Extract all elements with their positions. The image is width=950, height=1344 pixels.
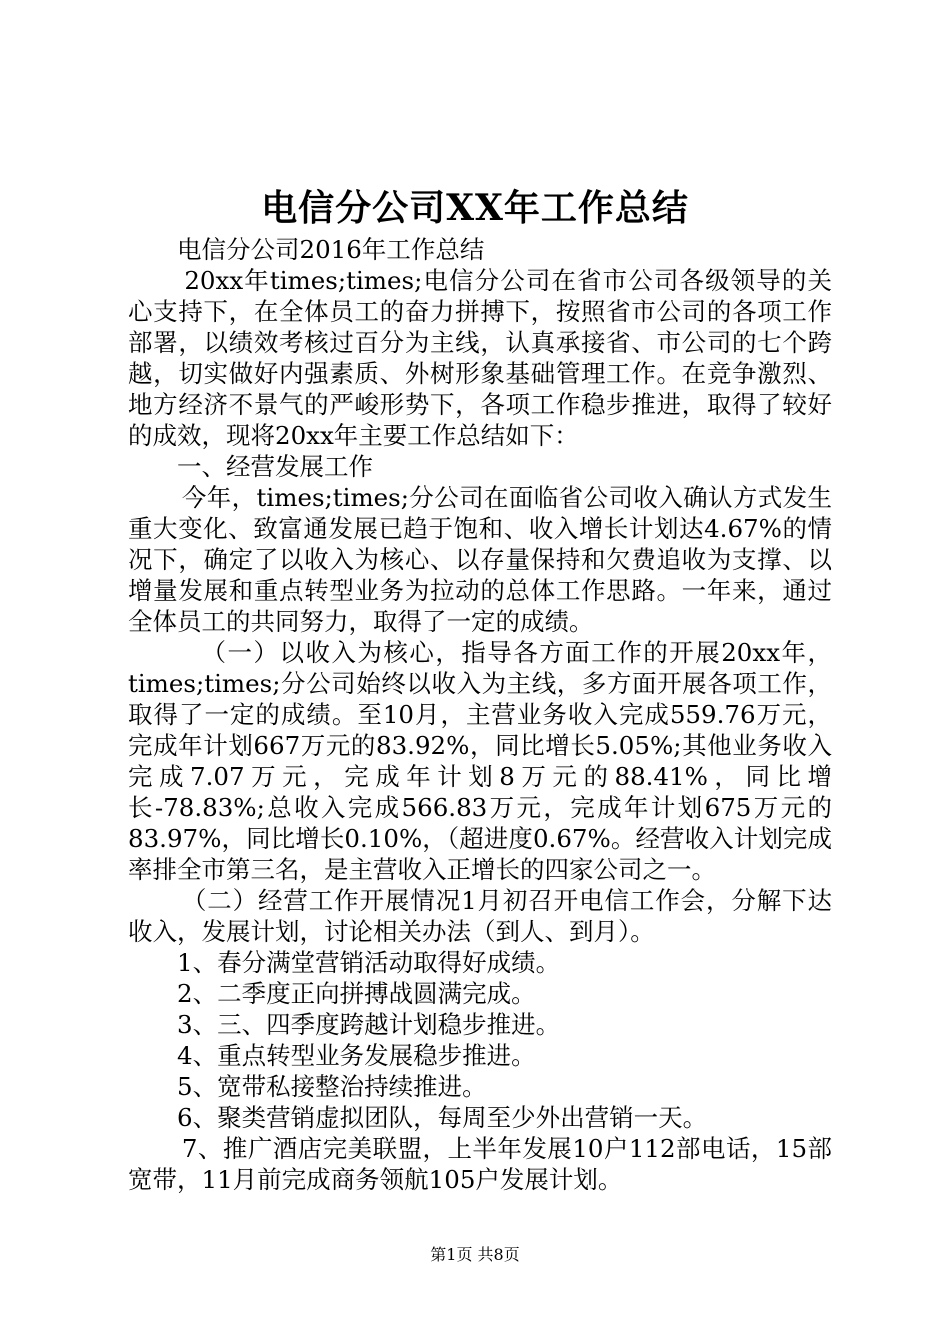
intro-paragraph: 20xx年times;times;电信分公司在省市公司各级领导的关心支持下，在全体员工的奋力拼搏下，按照省市公司的各项工作部署，以绩效考核过百分为主线，认真承接省、市公司的七个跨越，切实做好内强素质、外树形象基础管理工作。在竞争激烈、地方经济不景气的严峻形势下，各项工作稳步推进，取得了较好的成效，现将20xx年主要工作总结如下：	[128, 266, 832, 450]
body-paragraph: 今年，times;times;分公司在面临省公司收入确认方式发生重大变化、致富通发展已趋于饱和、收入增长计划达4.67%的情况下，确定了以收入为核心、以存量保持和欠费追收为支撑、以增量发展和重点转型业务为拉动的总体工作思路。一年来，通过全体员工的共同努力，取得了一定的成绩。	[128, 483, 832, 636]
document-title: 电信分公司XX年工作总结	[261, 187, 689, 229]
body-paragraph: （一）以收入为核心，指导各方面工作的开展20xx年，times;times;分公司始终以收入为主线，多方面开展各项工作，取得了一定的成绩。至10月，主营业务收入完成559.76万元，完成年计划667万元的83.92%，同比增长5.05%;其他业务收入完成7.07万元，完成年计划8万元的88.41%，同比增长-78.83%;总收入完成566.83万元，完成年计划675万元的83.97%，同比增长0.10%，（超进度0.67%。经营收入计划完成率排全市第三名，是主营收入正增长的四家公司之一。	[128, 638, 832, 884]
list-item: 3、三、四季度跨越计划稳步推进。	[177, 1010, 561, 1039]
list-item: 6、聚类营销虚拟团队，每周至少外出营销一天。	[177, 1103, 708, 1132]
list-item: 5、宽带私接整治持续推进。	[177, 1072, 487, 1101]
document-body	[128, 234, 832, 1195]
body-paragraph: （二）经营工作开展情况1月初召开电信工作会，分解下达收入，发展计划，讨论相关办法（到人、到月）。	[128, 886, 832, 946]
page-number-footer: 第1页 共8页	[430, 1245, 520, 1264]
list-item: 1、春分满堂营销活动取得好成绩。	[177, 948, 561, 977]
list-item: 4、重点转型业务发展稳步推进。	[177, 1041, 536, 1070]
subtitle-paragraph: 电信分公司2016年工作总结	[177, 235, 485, 264]
section-heading: 一、经营发展工作	[177, 452, 373, 481]
list-item: 2、二季度正向拼搏战圆满完成。	[177, 979, 536, 1008]
list-item: 7、推广酒店完美联盟，上半年发展10户112部电话，15部宽带，11月前完成商务领航105户发展计划。	[128, 1134, 832, 1194]
